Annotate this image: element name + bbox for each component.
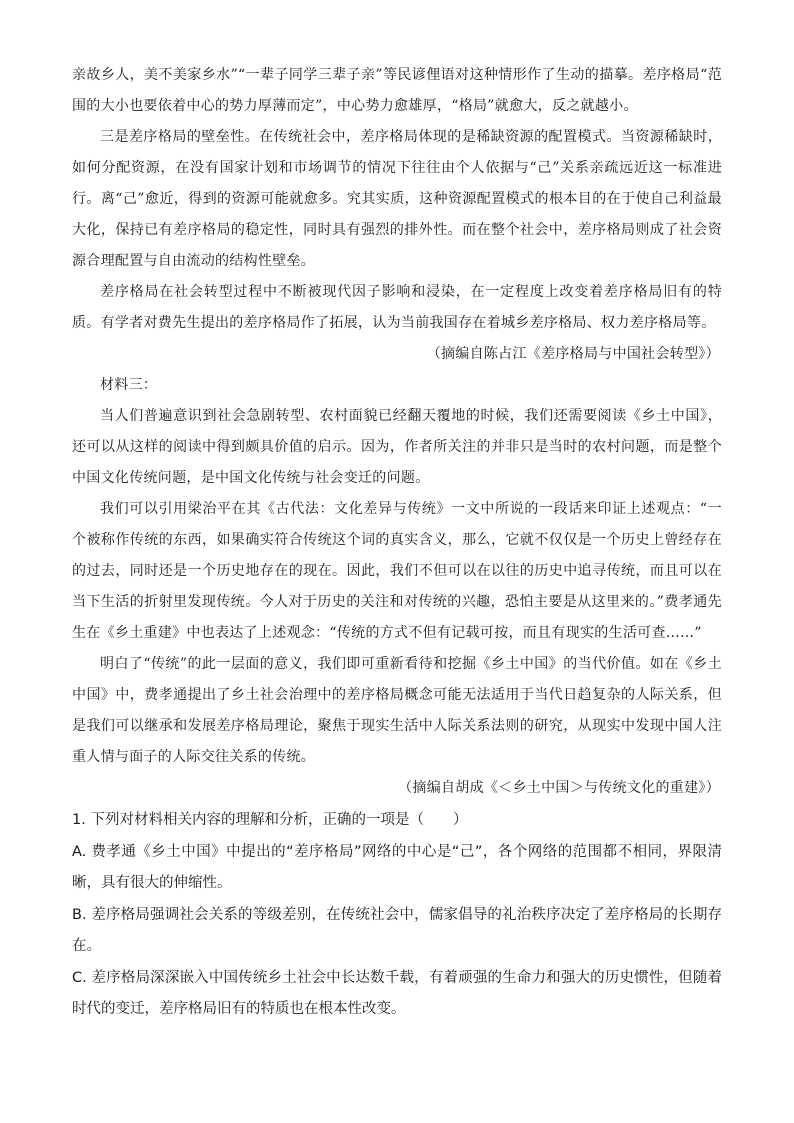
paragraph: 三是差序格局的壁垒性。在传统社会中，差序格局体现的是稀缺资源的配置模式。当资源稀缺时，如何分配资源，在没有国家计划和市场调节的情况下往往由个人依据与“己”关系亲疏远近这一标准进行。离“己”愈近，得到的资源可能就愈多。究其实质，这种资源配置模式的根本目的在于使自己利益最大化，保持已有差序格局的稳定性，同时具有强烈的排外性。而在整个社会中，差序格局则成了社会资源合理配置与自由流动的结构性壁垒。 bbox=[72, 129, 722, 269]
passage-continued bbox=[72, 60, 722, 370]
source-citation: （摘编自胡成《＜乡土中国＞与传统文化的重建》） bbox=[398, 780, 720, 796]
option-a: A. 费孝通《乡土中国》中提出的“差序格局”网络的中心是“己”，各个网络的范围都不相同，界限清晰，具有很大的伸缩性。 bbox=[72, 843, 722, 891]
question-stem: 1. 下列对材料相关内容的理解和分析，正确的一项是（ ） bbox=[72, 812, 468, 828]
paragraph: 明白了“传统”的此一层面的意义，我们即可重新看待和挖掘《乡土中国》的当代价值。如在《乡土中国》中，费孝通提出了乡土社会治理中的差序格局概念可能无法适用于当代日趋复杂的人际关系，但是我们可以继承和发展差序格局理论，聚焦于现实生活中人际关系法则的研究，从现实中发现中国人注重人情与面子的人际交往关系的传统。 bbox=[72, 656, 722, 765]
material-label: 材料三： bbox=[100, 377, 158, 393]
option-b: B. 差序格局强调社会关系的等级差别，在传统社会中，儒家倡导的礼治秩序决定了差序格局的长期存在。 bbox=[72, 906, 722, 954]
option-c: C. 差序格局深深嵌入中国传统乡土社会中长达数千载，有着顽强的生命力和强大的历史惯性，但随着时代的变迁，差序格局旧有的特质也在根本性改变。 bbox=[72, 969, 722, 1017]
paragraph: 亲故乡人，美不美家乡水”“一辈子同学三辈子亲”等民谚俚语对这种情形作了生动的描摹。差序格局“范围的大小也要依着中心的势力厚薄而定”，中心势力愈雄厚，“格局”就愈大，反之就越小。 bbox=[72, 67, 722, 114]
material-three bbox=[72, 370, 722, 804]
question-1 bbox=[72, 805, 722, 1026]
paragraph: 我们可以引用梁治平在其《古代法：文化差异与传统》一文中所说的一段话来印证上述观点：“一个被称作传统的东西，如果确实符合传统这个词的真实含义，那么，它就不仅仅是一个历史上曾经存在的过去，同时还是一个历史地存在的现在。因此，我们不但可以在以往的历史中追寻传统，而且可以在当下生活的折射里发现传统。今人对于历史的关注和对传统的兴趣，恐怕主要是从这里来的。”费孝通先生在《乡土重建》中也表达了上述观念：“传统的方式不但有记载可按，而且有现实的生活可查……” bbox=[72, 501, 722, 641]
paragraph: 当人们普遍意识到社会急剧转型、农村面貌已经翻天覆地的时候，我们还需要阅读《乡土中国》，还可以从这样的阅读中得到颇具价值的启示。因为，作者所关注的并非只是当时的农村问题，而是整个中国文化传统问题，是中国文化传统与社会变迁的问题。 bbox=[72, 408, 722, 486]
source-citation: （摘编自陈占江《差序格局与中国社会转型》） bbox=[426, 346, 720, 362]
paragraph: 差序格局在社会转型过程中不断被现代因子影响和浸染，在一定程度上改变着差序格局旧有的特质。有学者对费先生提出的差序格局作了拓展，认为当前我国存在着城乡差序格局、权力差序格局等。 bbox=[72, 284, 722, 331]
page-content bbox=[72, 60, 722, 1026]
